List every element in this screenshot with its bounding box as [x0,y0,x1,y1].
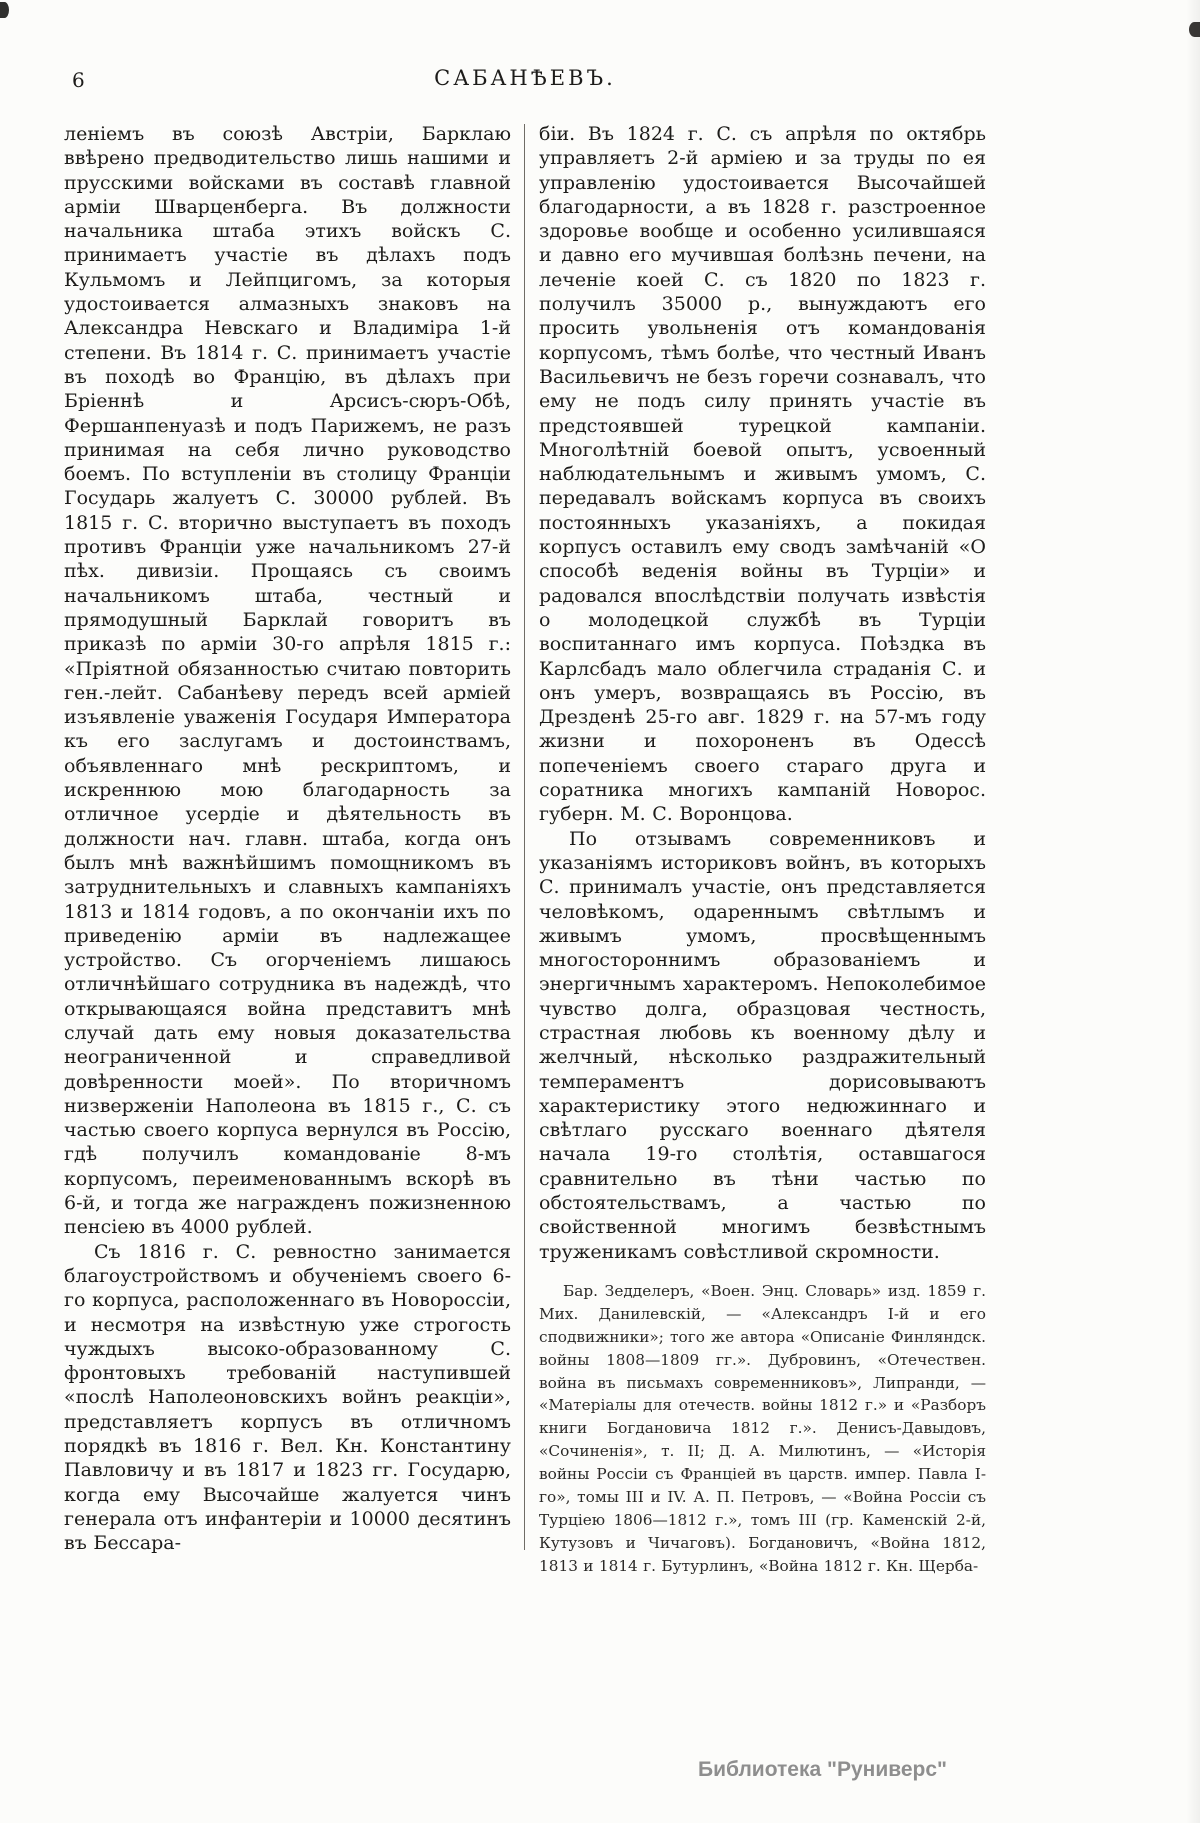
library-watermark: Библиотека "Руниверс" [698,1758,948,1781]
page-header [64,66,986,96]
running-title: САБАНѢЕВЪ. [434,66,616,90]
text-columns [64,122,986,1578]
scan-edge-shading [1186,0,1200,1823]
scan-artifact-top-left [0,2,9,18]
paragraph: біи. Въ 1824 г. С. съ апрѣля по октябрь управляетъ 2-й арміею и за труды по ея управленію удостоивается Высочайшей благодарности, а въ 1828 г. разстроенное здоровье вообще и особенно усилившаяся и давно его мучившая болѣзнь печени, на леченіе коей С. съ 1820 по 1823 г. получилъ 35000 р., вынуждаютъ его просить увольненія отъ командованія корпусомъ, тѣмъ болѣе, что честный Иванъ Васильевичъ не безъ горечи сознавалъ, что ему не подъ силу принять участіе въ предстоявшей турецкой кампаніи. Многолѣтній боевой опытъ, усвоенный наблюдательнымъ и живымъ умомъ, С. передавалъ войскамъ корпуса въ своихъ постоянныхъ указаніяхъ, а покидая корпусъ оставилъ ему сводъ замѣчаній «О способѣ веденія войны въ Турціи» и радовался впослѣдствіи получать извѣстія о молодецкой службѣ въ Турціи воспитаннаго имъ корпуса. Поѣздка въ Карлсбадъ мало облегчила страданія С. и онъ умеръ, возвращаясь въ Россію, въ Дрезденѣ 25-го авг. 1829 г. на 57-мъ году жизни и похороненъ въ Одессѣ попеченіемъ своего стараго друга и соратника многихъ кампаній Новорос. губерн. М. С. Воронцова. [539,123,986,826]
page-number: 6 [72,68,85,92]
right-column [539,122,986,1578]
left-column [64,122,511,1578]
paragraph: По отзывамъ современниковъ и указаніямъ историковъ войнъ, въ которыхъ С. принималъ участіе, онъ представляется человѣкомъ, одареннымъ свѣтлымъ и живымъ умомъ, просвѣщеннымъ многостороннимъ образованіемъ и энергичнымъ характеромъ. Непоколебимое чувство долга, образцовая честность, страстная любовь къ военному дѣлу и желчный, нѣсколько раздражительный темпераментъ дорисовываютъ характеристику этого недюжиннаго и свѣтлаго русскаго военнаго дѣятеля начала 19-го столѣтія, оставшагося сравнительно въ тѣни частью по обстоятельствамъ, а частью по свойственной многимъ безвѣстнымъ труженикамъ совѣстливой скромности. [539,827,986,1263]
bibliography-footnote: Бар. Зедделеръ, «Воен. Энц. Словарь» изд. 1859 г. Мих. Данилевскій, — «Александръ I-й и его сподвижники»; того же автора «Описаніе Финляндск. войны 1808—1809 гг.». Дубровинъ, «Отечествен. война въ письмахъ современниковъ», Липранди, — «Матеріалы для отечеств. войны 1812 г.» и «Разборъ книги Богдановича 1812 г.». Денисъ-Давыдовъ, «Сочиненія», т. II; Д. А. Милютинъ, — «Исторія войны Россіи съ Франціей въ царств. импер. Павла I-го», томы III и IV. А. П. Петровъ, — «Война Россіи съ Турціею 1806—1812 г.», томъ III (гр. Каменскій 2-й, Кутузовъ и Чичаговъ). Богдановичъ, «Война 1812, 1813 и 1814 г. Бутурлинъ, «Война 1812 г. Кн. Щерба- [539,1281,986,1575]
paragraph: Съ 1816 г. С. ревностно занимается благоустройствомъ и обученіемъ своего 6-го корпуса, расположеннаго въ Новороссіи, и несмотря на извѣстную уже строгость чуждыхъ высоко-образованному С. фронтовыхъ требованій наступившей «послѣ Наполеоновскихъ войнъ реакціи», представляетъ корпусъ въ отличномъ порядкѣ въ 1816 г. Вел. Кн. Константину Павловичу и въ 1817 и 1823 гг. Государю, когда ему Высочайше жалуется чинъ генерала отъ инфантеріи и 10000 десятинъ въ Бессара- [64,1240,511,1555]
paragraph: леніемъ въ союзѣ Австріи, Барклаю ввѣрено предводительство лишь нашими и прусскими войсками въ составѣ главной арміи Шварценберга. Въ должности начальника штаба этихъ войскъ С. принимаетъ участіе въ дѣлахъ подъ Кульмомъ и Лейпцигомъ, за которыя удостоивается алмазныхъ знаковъ на Александра Невскаго и Владиміра 1-й степени. Въ 1814 г. С. принимаетъ участіе въ походѣ во Францію, въ дѣлахъ при Бріеннѣ и Арсисъ-сюръ-Обѣ, Фершанпенуазѣ и подъ Парижемъ, не разъ принимая на себя лично руководство боемъ. По вступленіи въ столицу Франціи Государь жалуетъ С. 30000 рублей. Въ 1815 г. С. вторично выступаетъ въ походъ противъ Франціи уже начальникомъ 27-й пѣх. дивизіи. Прощаясь съ своимъ начальникомъ штаба, честный и прямодушный Барклай говоритъ въ приказѣ по арміи 30-го апрѣля 1815 г.: «Пріятной обязанностью считаю повторить ген.-лейт. Сабанѣеву передъ всей арміей изъявленіе уваженія Государя Императора къ его заслугамъ и достоинствамъ, объявленнаго мнѣ рескриптомъ, и искреннюю мою благодарность за отличное усердіе и дѣятельность въ должности нач. главн. штаба, когда онъ былъ мнѣ важнѣйшимъ помощникомъ въ затруднительныхъ и славныхъ кампаніяхъ 1813 и 1814 годовъ, а по окончаніи ихъ по приведенію арміи въ надлежащее устройство. Съ огорченіемъ лишаюсь отличнѣйшаго сотрудника въ надеждѣ, что открывающаяся война представитъ мнѣ случай дать ему новыя доказательства неограниченной и справедливой довѣренности моей». По вторичномъ низверженіи Наполеона въ 1815 г., С. съ частью своего корпуса вернулся въ Россію, гдѣ получилъ командованіе 8-мъ корпусомъ, переименованнымъ вскорѣ въ 6-й, и тогда же награжденъ пожизненною пенсіею въ 4000 рублей. [64,123,511,1239]
